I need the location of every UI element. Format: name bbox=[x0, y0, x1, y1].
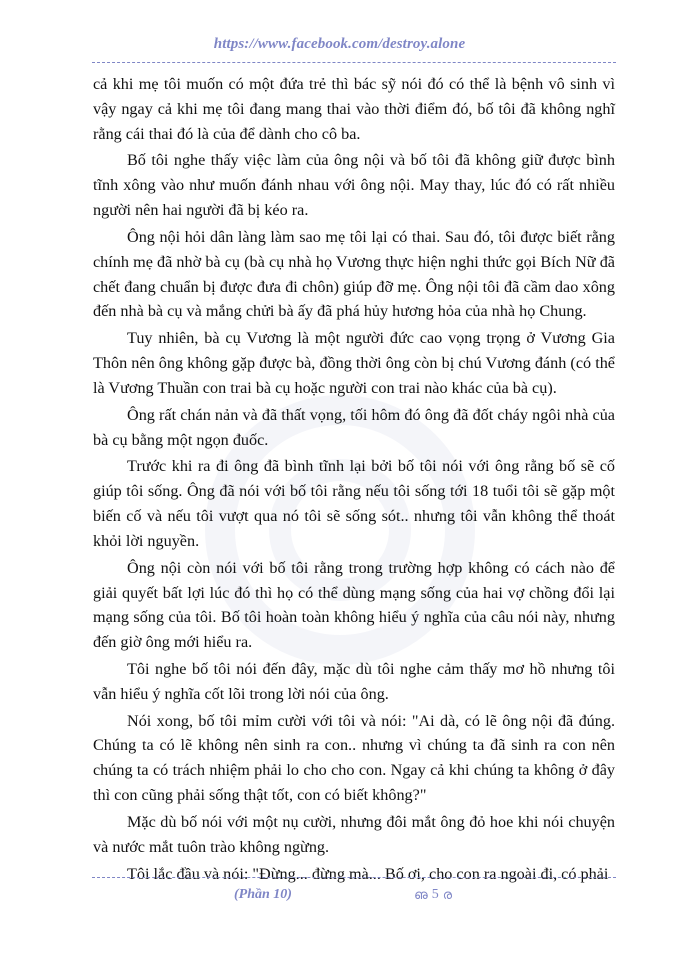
header-url: https://www.facebook.com/destroy.alone bbox=[213, 36, 466, 52]
paragraph: Tôi nghe bố tôi nói đến đây, mặc dù tôi nghe cảm thấy mơ hồ nhưng tôi vẫn hiểu ý nghĩa cốt lõi trong lời nói của ông. bbox=[93, 659, 615, 703]
header-divider bbox=[92, 62, 616, 63]
footer-page-number bbox=[414, 887, 452, 903]
paragraph: Bố tôi nghe thấy việc làm của ông nội và bố tôi đã không giữ được bình tĩnh xông vào như muốn đánh nhau với ông nội. May thay, lúc đó có rất nhiều người nên hai người đã bị kéo ra. bbox=[93, 151, 615, 220]
paragraph: Tôi lắc đầu và nói: "Đừng... đừng mà... Bố ơi, cho con ra ngoài đi, có phải bbox=[127, 864, 609, 883]
footer-part-label: (Phần 10) bbox=[234, 887, 292, 902]
paragraph: Ông nội còn nói với bố tôi rằng trong trường hợp không có cách nào để giải quyết bất lợi lúc đó thì họ có thể dùng mạng sống của hai vợ chồng đổi lại mạng sống của tôi. Bố tôi hoàn toàn không hiểu ý nghĩa của câu nói này, nhưng đến giờ ông mới hiểu ra. bbox=[93, 558, 615, 652]
paragraph: Ông rất chán nản và đã thất vọng, tối hôm đó ông đã đốt cháy ngôi nhà của bà cụ bằng một ngọn đuốc. bbox=[93, 405, 615, 449]
paragraph: Tuy nhiên, bà cụ Vương là một người đức cao vọng trọng ở Vương Gia Thôn nên ông không gặp được bà, đồng thời ông còn bị chú Vương đánh (có thể là Vương Thuần con trai bà cụ hoặc người con trai nào khác của bà cụ). bbox=[93, 329, 615, 397]
footer-divider bbox=[92, 877, 616, 878]
paragraph: Ông nội hỏi dân làng làm sao mẹ tôi lại có thai. Sau đó, tôi được biết rằng chính mẹ đã nhờ bà cụ (bà cụ nhà họ Vương thực hiện nghi thức gọi Bích Nữ đã chết đang chuẩn bị được đưa đi chôn) giúp đỡ mẹ. Ông nội tôi đã cầm dao xông đến nhà bà cụ và mắng chửi bà ấy đã phá hủy hương hỏa của nhà họ Chung. bbox=[93, 227, 615, 321]
ornament-right-icon: ര bbox=[442, 887, 453, 902]
body-text bbox=[93, 72, 615, 889]
paragraph: Nói xong, bố tôi mỉm cười với tôi và nói: "Ai dà, có lẽ ông nội đã đúng. Chúng ta có lẽ không nên sinh ra con.. nhưng vì chúng ta đã sinh ra con nên chúng ta có trách nhiệm phải lo cho cho con. Ngay cả khi chúng ta không ở đây thì con cũng phải sống thật tốt, con có biết không?" bbox=[93, 711, 615, 805]
paragraph: Trước khi ra đi ông đã bình tĩnh lại bởi bố tôi nói với ông rằng bố sẽ cố giúp tôi sống. Ông đã nói với bố tôi rằng nếu tôi sống tới 18 tuổi tôi sẽ gặp một biến cố và nếu tôi vượt qua nó tôi sẽ sống sót.. nhưng tôi vẫn không thể thoát khỏi lời nguyền. bbox=[93, 457, 615, 550]
paragraph: cả khi mẹ tôi muốn có một đứa trẻ thì bác sỹ nói đó có thể là bệnh vô sinh vì vậy ngay cả khi mẹ tôi đang mang thai vào thời điểm đó, bố tôi đã không nghĩ rằng cái thai đó là của để dành cho cô ba. bbox=[93, 75, 615, 143]
paragraph: Mặc dù bố nói với một nụ cười, nhưng đôi mắt ông đỏ hoe khi nói chuyện và nước mắt tuôn trào không ngừng. bbox=[93, 812, 615, 856]
page-number: 5 bbox=[431, 887, 439, 902]
ornament-left-icon: ഌ bbox=[414, 887, 428, 902]
